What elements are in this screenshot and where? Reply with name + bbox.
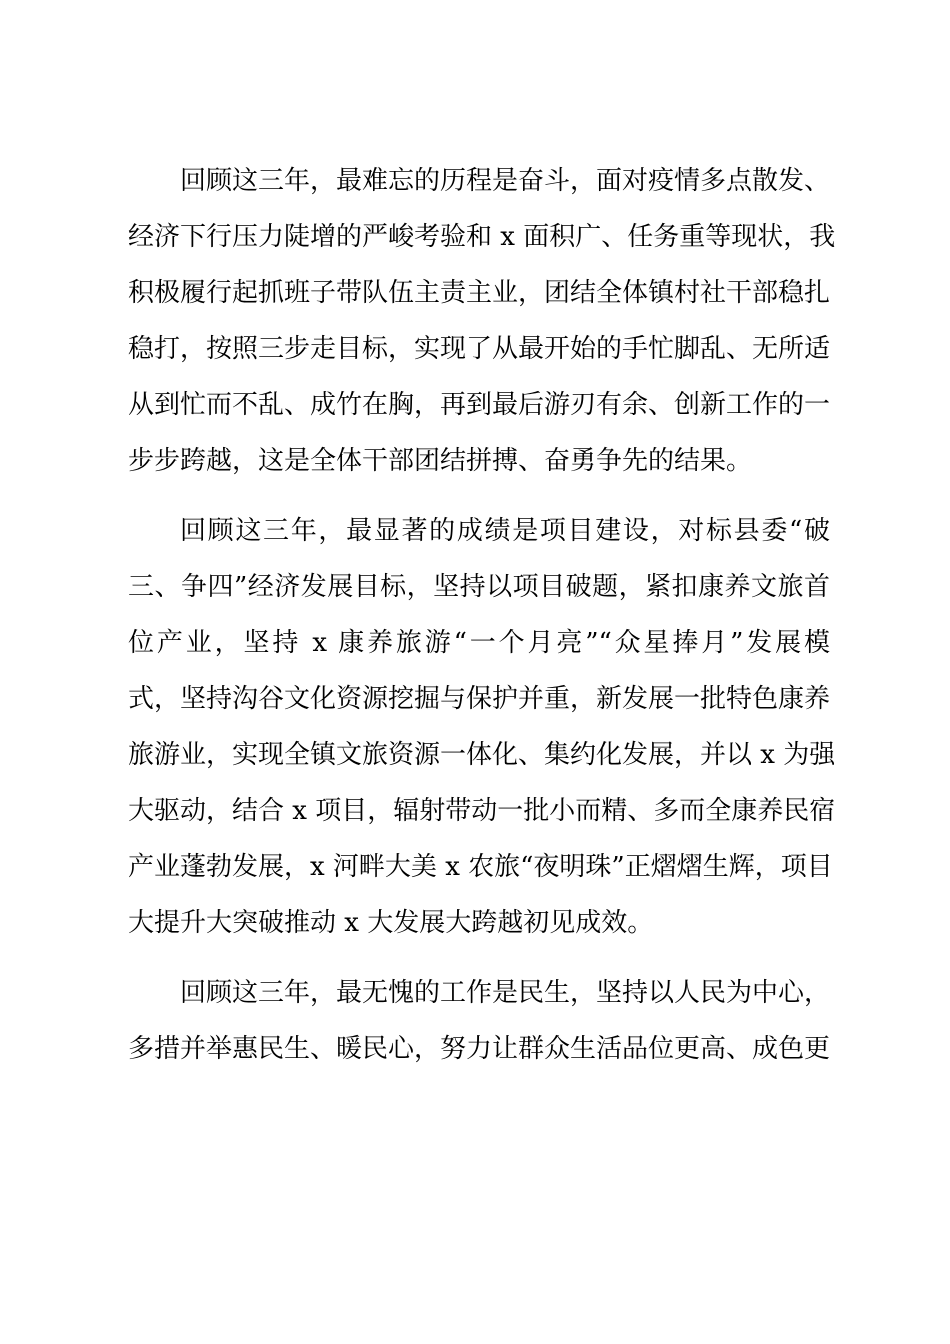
document-body [128,153,836,1091]
text-line: 回顾这三年，最难忘的历程是奋斗，面对疫情多点散发、 [180,166,831,196]
text-line: 经济下行压力陡增的严峻考验和 x 面积广、任务重等现状，我 [128,222,836,252]
text-line: 大提升大突破推动 x 大发展大跨越初见成效。 [128,908,654,938]
paragraph-3 [128,965,830,1077]
text-line: 三、争四”经济发展目标，坚持以项目破题，紧扣康养文旅首 [128,572,830,602]
text-line: 积极履行起抓班子带队伍主责主业，团结全体镇村社干部稳扎 [128,278,831,308]
paragraph-2 [128,503,836,951]
text-line: 位产业，坚持 x 康养旅游“一个月亮”“众星捧月”发展模 [128,628,830,658]
text-line: 大驱动，结合 x 项目，辐射带动一批小而精、多而全康养民宿 [128,796,836,826]
text-line: 产业蓬勃发展，x 河畔大美 x 农旅“夜明珠”正熠熠生辉，项目 [128,852,833,882]
paragraph-1 [128,153,836,489]
text-line: 回顾这三年，最无愧的工作是民生，坚持以人民为中心， [180,978,831,1008]
text-line: 多措并举惠民生、暖民心，努力让群众生活品位更高、成色更 [128,1034,831,1064]
text-line: 旅游业，实现全镇文旅资源一体化、集约化发展，并以 x 为强 [128,740,836,770]
text-line: 从到忙而不乱、成竹在胸，再到最后游刃有余、创新工作的一 [128,390,831,420]
text-line: 回顾这三年，最显著的成绩是项目建设，对标县委“破 [180,516,830,546]
text-line: 步步跨越，这是全体干部团结拼搏、奋勇争先的结果。 [128,446,753,476]
text-line: 式，坚持沟谷文化资源挖掘与保护并重，新发展一批特色康养 [128,684,831,714]
text-line: 稳打，按照三步走目标，实现了从最开始的手忙脚乱、无所适 [128,334,831,364]
